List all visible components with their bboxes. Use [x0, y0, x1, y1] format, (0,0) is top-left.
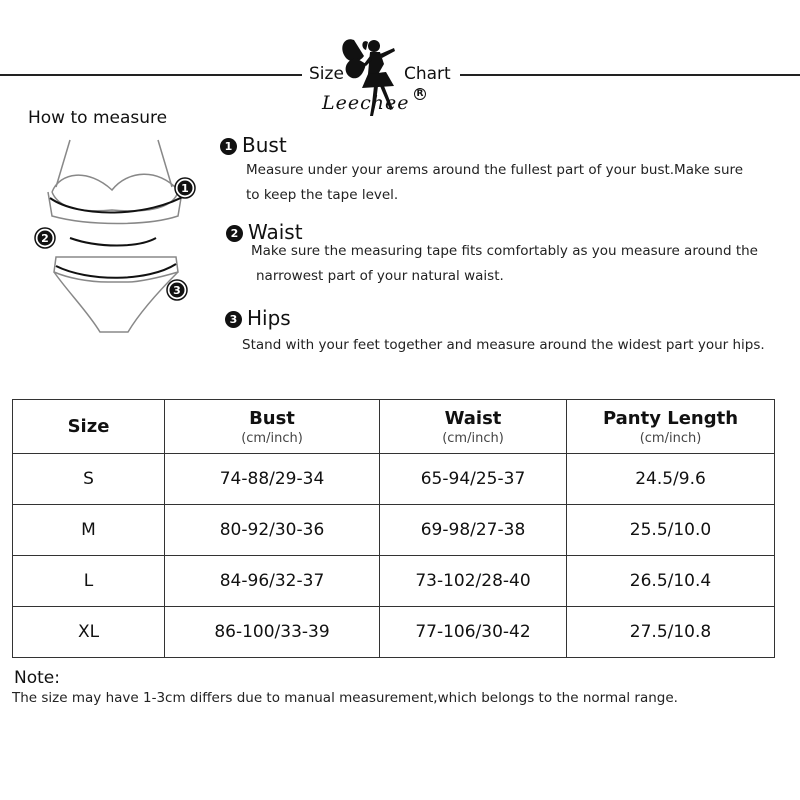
registered-mark: R: [414, 88, 426, 100]
step-waist-desc-line1: Make sure the measuring tape fits comfortably as you measure around the: [251, 243, 758, 259]
header-size: Size: [13, 400, 165, 454]
header-waist-unit: (cm/inch): [442, 430, 504, 446]
header-bust-unit: (cm/inch): [241, 430, 303, 446]
panty-body: [54, 272, 178, 332]
cell-size: XL: [13, 607, 165, 658]
hips-tape: [56, 264, 176, 278]
table-row: [13, 454, 775, 505]
cell-waist: 77-106/30-42: [380, 607, 567, 658]
step-bust-title: [220, 133, 287, 157]
cell-bust: 84-96/32-37: [165, 556, 380, 607]
step-bust-desc-line2: to keep the tape level.: [246, 187, 399, 203]
step-3-number-icon: 3: [225, 311, 242, 328]
brand-name: Leechee: [322, 92, 410, 114]
cell-bust: 74-88/29-34: [165, 454, 380, 505]
size-chart-table: [12, 399, 775, 658]
header-rule-right: [460, 74, 800, 76]
table-row: [13, 607, 775, 658]
step-hips-desc-line1: Stand with your feet together and measure around the widest part your hips.: [242, 337, 765, 353]
note-text: The size may have 1-3cm differs due to manual measurement,which belongs to the normal range.: [12, 690, 678, 706]
header-waist: Waist (cm/inch): [380, 400, 567, 454]
cell-waist: 69-98/27-38: [380, 505, 567, 556]
table-header-row: [13, 400, 775, 454]
cell-bust: 80-92/30-36: [165, 505, 380, 556]
bust-tape: [50, 194, 188, 213]
marker-3-icon: [167, 280, 187, 300]
bra-cups: [52, 174, 178, 192]
header-title-chart: Chart: [404, 64, 451, 84]
step-bust-description: [246, 158, 743, 208]
cell-panty-length: 26.5/10.4: [567, 556, 775, 607]
header-panty-unit: (cm/inch): [639, 430, 702, 446]
cell-waist: 73-102/28-40: [380, 556, 567, 607]
table-row: [13, 556, 775, 607]
step-bust-desc-line1: Measure under your arems around the fullest part of your bust.Make sure: [246, 162, 744, 178]
cell-panty-length: 27.5/10.8: [567, 607, 775, 658]
cell-size: S: [13, 454, 165, 505]
header-title-size: Size: [309, 64, 344, 84]
marker-2-label: 2: [41, 232, 49, 245]
step-bust-label: Bust: [242, 133, 287, 157]
step-1-number-icon: 1: [220, 138, 237, 155]
how-to-measure-title: How to measure: [28, 108, 168, 128]
bra-strap-left: [56, 140, 70, 187]
header-panty-length: Panty Length (cm/inch): [567, 400, 775, 454]
step-waist-description: [251, 239, 758, 289]
cell-panty-length: 25.5/10.0: [567, 505, 775, 556]
marker-1-label: 1: [181, 182, 189, 195]
cell-bust: 86-100/33-39: [165, 607, 380, 658]
cell-size: L: [13, 556, 165, 607]
table-row: [13, 505, 775, 556]
marker-2-icon: [35, 228, 55, 248]
step-hips-label: Hips: [247, 306, 291, 330]
cell-size: M: [13, 505, 165, 556]
step-2-number-icon: 2: [226, 225, 243, 242]
note-title: Note:: [14, 668, 60, 688]
marker-3-label: 3: [173, 284, 181, 297]
step-waist-desc-line2: narrowest part of your natural waist.: [256, 268, 504, 284]
header-rule-left: [0, 74, 302, 76]
step-hips-title: [225, 306, 291, 330]
header-bust: Bust (cm/inch): [165, 400, 380, 454]
brand-logo-fairy-icon: [316, 34, 426, 130]
cell-panty-length: 24.5/9.6: [567, 454, 775, 505]
marker-1-icon: [175, 178, 195, 198]
waist-tape: [70, 238, 156, 246]
measurement-illustration: [28, 132, 203, 347]
step-hips-description: [242, 333, 765, 358]
cell-waist: 65-94/25-37: [380, 454, 567, 505]
step-waist-label: Waist: [248, 220, 303, 244]
